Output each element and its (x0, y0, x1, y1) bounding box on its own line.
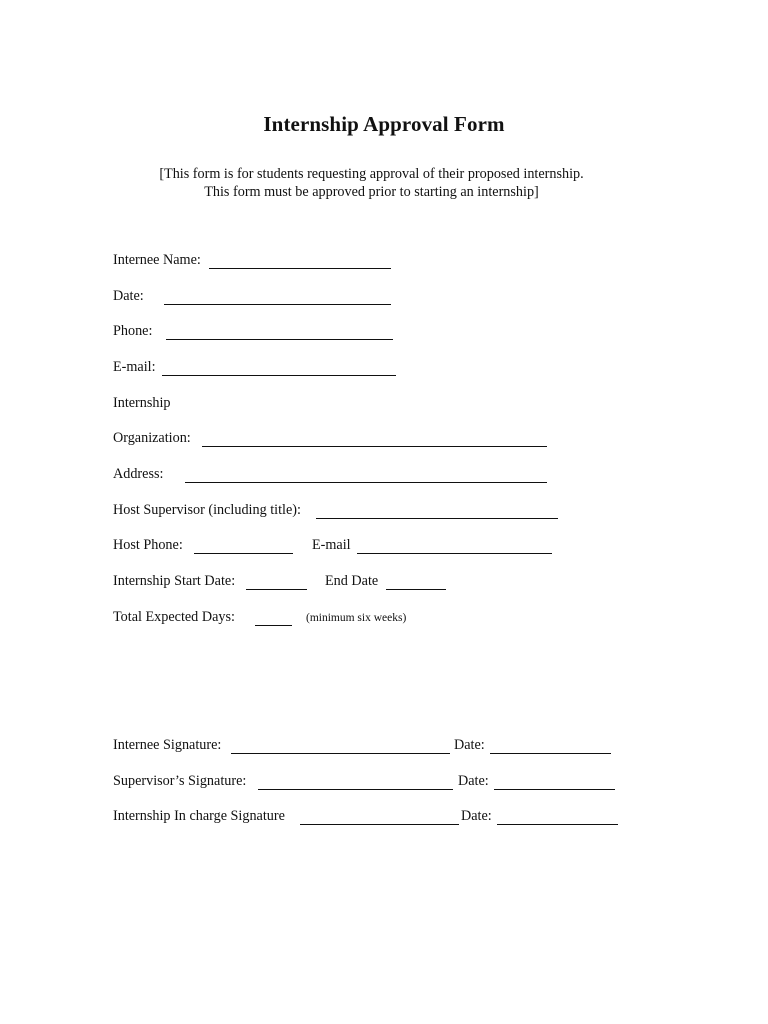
address-field[interactable] (185, 482, 547, 483)
host-supervisor-label: Host Supervisor (including title): (113, 502, 301, 518)
start-date-label: Internship Start Date: (113, 573, 236, 589)
phone-label: Phone: (113, 323, 153, 339)
date-label: Date: (113, 288, 144, 304)
total-days-label: Total Expected Days: (113, 609, 235, 625)
host-email-field[interactable] (357, 553, 552, 554)
address-label: Address: (113, 466, 164, 482)
date-field[interactable] (164, 304, 391, 305)
start-date-field[interactable] (246, 589, 307, 590)
internee-signature-date-field[interactable] (490, 753, 611, 754)
internee-name-field[interactable] (209, 268, 391, 269)
internee-signature-field[interactable] (231, 753, 450, 754)
end-date-label: End Date (325, 573, 379, 589)
internee-signature-date-label: Date: (454, 737, 485, 753)
host-email-label: E-mail (312, 537, 351, 553)
in-charge-signature-date-field[interactable] (497, 824, 618, 825)
in-charge-signature-field[interactable] (300, 824, 459, 825)
phone-field[interactable] (166, 339, 393, 340)
host-supervisor-field[interactable] (316, 518, 558, 519)
in-charge-signature-label: Internship In charge Signature (113, 808, 285, 824)
email-field[interactable] (162, 375, 396, 376)
instructions-line-2: This form must be approved prior to starting an internship] (204, 184, 539, 200)
total-days-field[interactable] (255, 625, 292, 626)
supervisor-signature-date-label: Date: (458, 773, 489, 789)
organization-label: Organization: (113, 430, 191, 446)
host-phone-field[interactable] (194, 553, 293, 554)
internee-name-label: Internee Name: (113, 252, 201, 268)
total-days-note: (minimum six weeks) (306, 612, 407, 624)
form-instructions (0, 165, 743, 201)
supervisor-signature-field[interactable] (258, 789, 453, 790)
organization-field[interactable] (202, 446, 547, 447)
supervisor-signature-label: Supervisor’s Signature: (113, 773, 247, 789)
host-phone-label: Host Phone: (113, 537, 183, 553)
in-charge-signature-date-label: Date: (461, 808, 492, 824)
end-date-field[interactable] (386, 589, 446, 590)
instructions-line-1: [This form is for students requesting approval of their proposed internship. (159, 166, 584, 182)
internee-signature-label: Internee Signature: (113, 737, 222, 753)
form-title: Internship Approval Form (263, 112, 505, 136)
internship-label: Internship (113, 395, 171, 411)
supervisor-signature-date-field[interactable] (494, 789, 615, 790)
email-label: E-mail: (113, 359, 156, 375)
